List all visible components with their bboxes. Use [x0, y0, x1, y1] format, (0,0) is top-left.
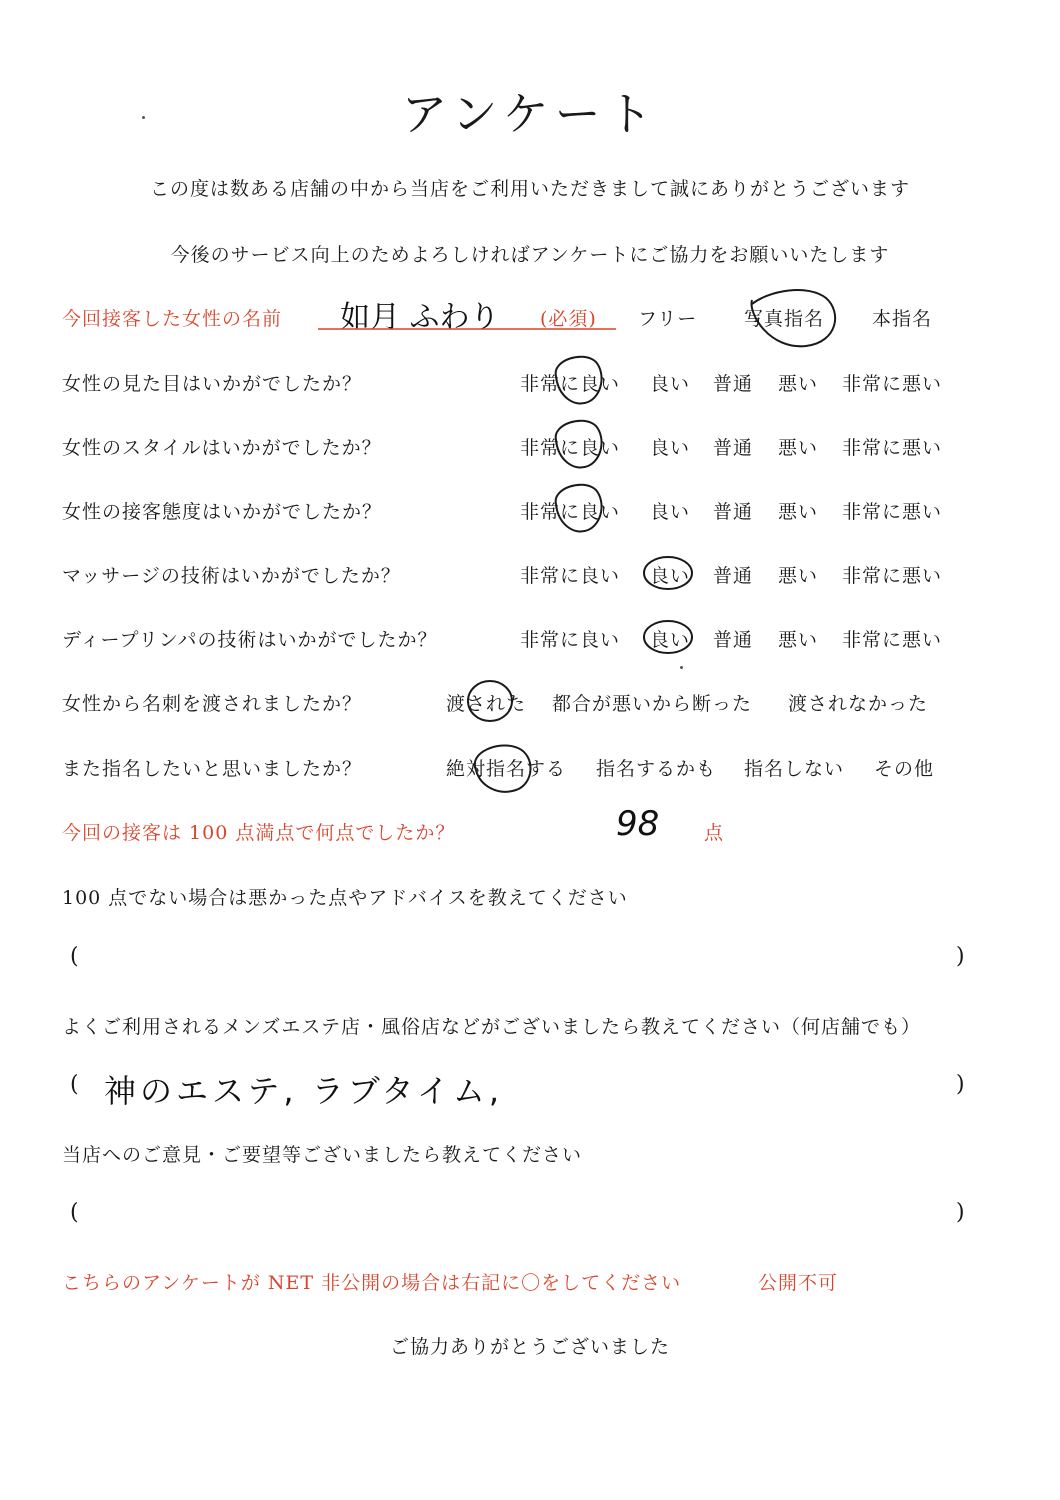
option-definitely[interactable]: 絶対指名する	[446, 758, 567, 780]
rating-option[interactable]: 良い	[650, 565, 691, 587]
question-lymph: ディープリンパの技術はいかがでしたか？	[62, 629, 438, 651]
paren-close: )	[956, 1200, 965, 1225]
option-card-received[interactable]: 渡された	[446, 693, 527, 715]
rating-option[interactable]: 悪い	[778, 501, 819, 523]
option-photo-nomination[interactable]: 写真指名	[744, 308, 825, 330]
rating-option[interactable]: 普通	[713, 437, 754, 459]
rating-option[interactable]: 非常に良い	[520, 373, 621, 395]
option-card-not-received[interactable]: 渡されなかった	[788, 693, 929, 715]
rating-option[interactable]: 非常に悪い	[842, 565, 943, 587]
paren-close: )	[956, 1072, 965, 1097]
question-renominate: また指名したいと思いましたか？	[62, 758, 363, 780]
score-unit: 点	[704, 822, 725, 844]
question-advice: 100 点でない場合は悪かった点やアドバイスを教えてください	[62, 887, 628, 909]
rating-option[interactable]: 非常に良い	[520, 565, 621, 587]
paren-open: (	[70, 1200, 79, 1225]
paren-open: (	[70, 944, 79, 969]
rating-option[interactable]: 非常に悪い	[842, 629, 943, 651]
rating-option[interactable]: 非常に悪い	[842, 501, 943, 523]
paren-open: (	[70, 1072, 79, 1097]
question-attitude: 女性の接客態度はいかがでしたか？	[62, 501, 383, 523]
scan-speck	[142, 116, 145, 119]
question-looks: 女性の見た目はいかがでしたか？	[62, 373, 363, 395]
required-note: (必須)	[540, 308, 597, 330]
rating-option[interactable]: 非常に悪い	[842, 437, 943, 459]
score-value[interactable]: 98	[616, 804, 660, 844]
rating-option[interactable]: 非常に悪い	[842, 373, 943, 395]
intro-line-2: 今後のサービス向上のためよろしければアンケートにご協力をお願いいたします	[170, 244, 890, 266]
option-free[interactable]: フリー	[638, 308, 698, 330]
question-shops: よくご利用されるメンズエステ店・風俗店などがございましたら教えてください（何店舗でも）	[62, 1016, 922, 1038]
option-other[interactable]: その他	[874, 758, 935, 780]
rating-option[interactable]: 良い	[650, 437, 691, 459]
rating-option[interactable]: 非常に良い	[520, 501, 621, 523]
survey-title: アンケート	[401, 87, 659, 141]
question-massage: マッサージの技術はいかがでしたか？	[62, 565, 401, 587]
question-style: 女性のスタイルはいかがでしたか？	[62, 437, 382, 459]
option-no[interactable]: 指名しない	[744, 758, 845, 780]
rating-option[interactable]: 悪い	[778, 629, 819, 651]
handwritten-name[interactable]: 如月 ふわり	[340, 300, 500, 335]
rating-option[interactable]: 悪い	[778, 565, 819, 587]
option-not-public[interactable]: 公開不可	[758, 1272, 839, 1294]
option-main-nomination[interactable]: 本指名	[872, 308, 933, 330]
option-maybe[interactable]: 指名するかも	[596, 758, 717, 780]
intro-line-1: この度は数ある店舗の中から当店をご利用いただきまして誠にありがとうございます	[149, 178, 910, 200]
net-notice: こちらのアンケートが NET 非公開の場合は右記に〇をしてください	[62, 1272, 682, 1294]
closing-message: ご協力ありがとうございました	[389, 1336, 670, 1358]
rating-option[interactable]: 普通	[713, 629, 754, 651]
shops-answer[interactable]: 神のエステ, ラブタイム,	[104, 1072, 503, 1110]
rating-option[interactable]: 普通	[713, 565, 754, 587]
rating-option[interactable]: 普通	[713, 373, 754, 395]
rating-option[interactable]: 非常に良い	[520, 629, 621, 651]
paren-close: )	[956, 944, 965, 969]
rating-option[interactable]: 悪い	[778, 437, 819, 459]
rating-option[interactable]: 非常に良い	[520, 437, 621, 459]
question-opinion: 当店へのご意見・ご要望等ございましたら教えてください	[62, 1144, 583, 1166]
name-label: 今回接客した女性の名前	[62, 308, 283, 330]
option-card-declined[interactable]: 都合が悪いから断った	[552, 693, 753, 715]
question-business-card: 女性から名刺を渡されましたか？	[62, 693, 363, 715]
rating-option[interactable]: 普通	[713, 501, 754, 523]
rating-option[interactable]: 良い	[650, 629, 691, 651]
rating-option[interactable]: 良い	[650, 373, 691, 395]
scan-speck	[680, 666, 683, 669]
rating-option[interactable]: 悪い	[778, 373, 819, 395]
question-score: 今回の接客は 100 点満点で何点でしたか？	[62, 822, 456, 844]
rating-option[interactable]: 良い	[650, 501, 691, 523]
